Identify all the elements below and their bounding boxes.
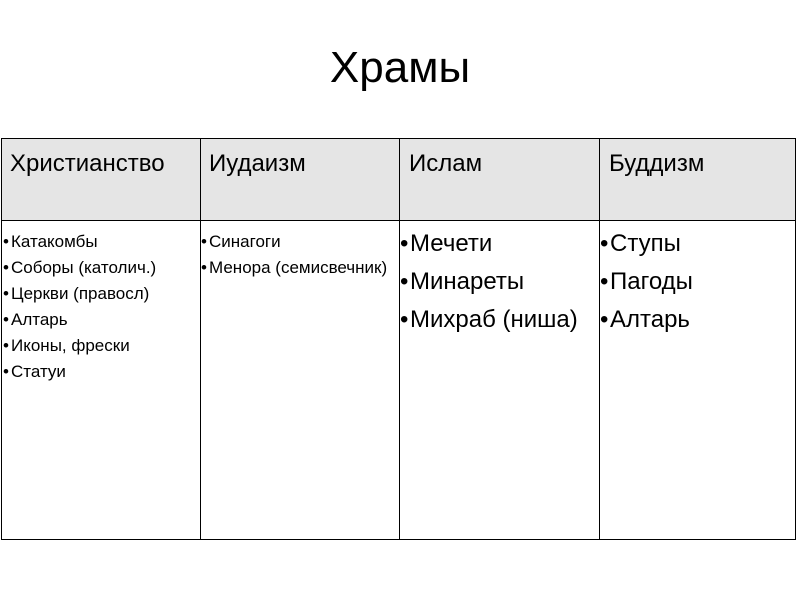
header-christianity: Христианство bbox=[10, 150, 165, 177]
cell-buddhism bbox=[600, 229, 794, 343]
religions-table bbox=[1, 138, 796, 540]
judaism-list bbox=[201, 231, 396, 278]
cell-islam bbox=[400, 229, 596, 343]
christianity-list bbox=[3, 231, 197, 382]
header-buddhism: Буддизм bbox=[609, 150, 705, 177]
list-item: • Катакомбы bbox=[3, 231, 197, 252]
list-item: • Соборы (католич.) bbox=[3, 257, 197, 278]
list-item: • Церкви (правосл) bbox=[3, 283, 197, 304]
header-islam: Ислам bbox=[409, 150, 483, 177]
page-title: Храмы bbox=[329, 43, 471, 92]
column-divider bbox=[200, 139, 201, 539]
list-item: • Иконы, фрески bbox=[3, 335, 197, 356]
cell-christianity bbox=[3, 231, 197, 387]
cell-judaism bbox=[201, 231, 396, 283]
buddhism-list bbox=[600, 229, 794, 335]
list-item: • Мечети bbox=[400, 229, 596, 259]
islam-list bbox=[400, 229, 596, 335]
list-item: • Алтарь bbox=[600, 305, 794, 335]
list-item: • Синагоги bbox=[201, 231, 396, 252]
header-judaism: Иудаизм bbox=[209, 150, 306, 177]
list-item: • Ступы bbox=[600, 229, 794, 259]
list-item: • Минареты bbox=[400, 267, 596, 297]
list-item: • Михраб (ниша) bbox=[400, 305, 596, 335]
list-item: • Менора (семисвечник) bbox=[201, 257, 396, 278]
list-item: • Статуи bbox=[3, 361, 197, 382]
list-item: • Алтарь bbox=[3, 309, 197, 330]
list-item: • Пагоды bbox=[600, 267, 794, 297]
